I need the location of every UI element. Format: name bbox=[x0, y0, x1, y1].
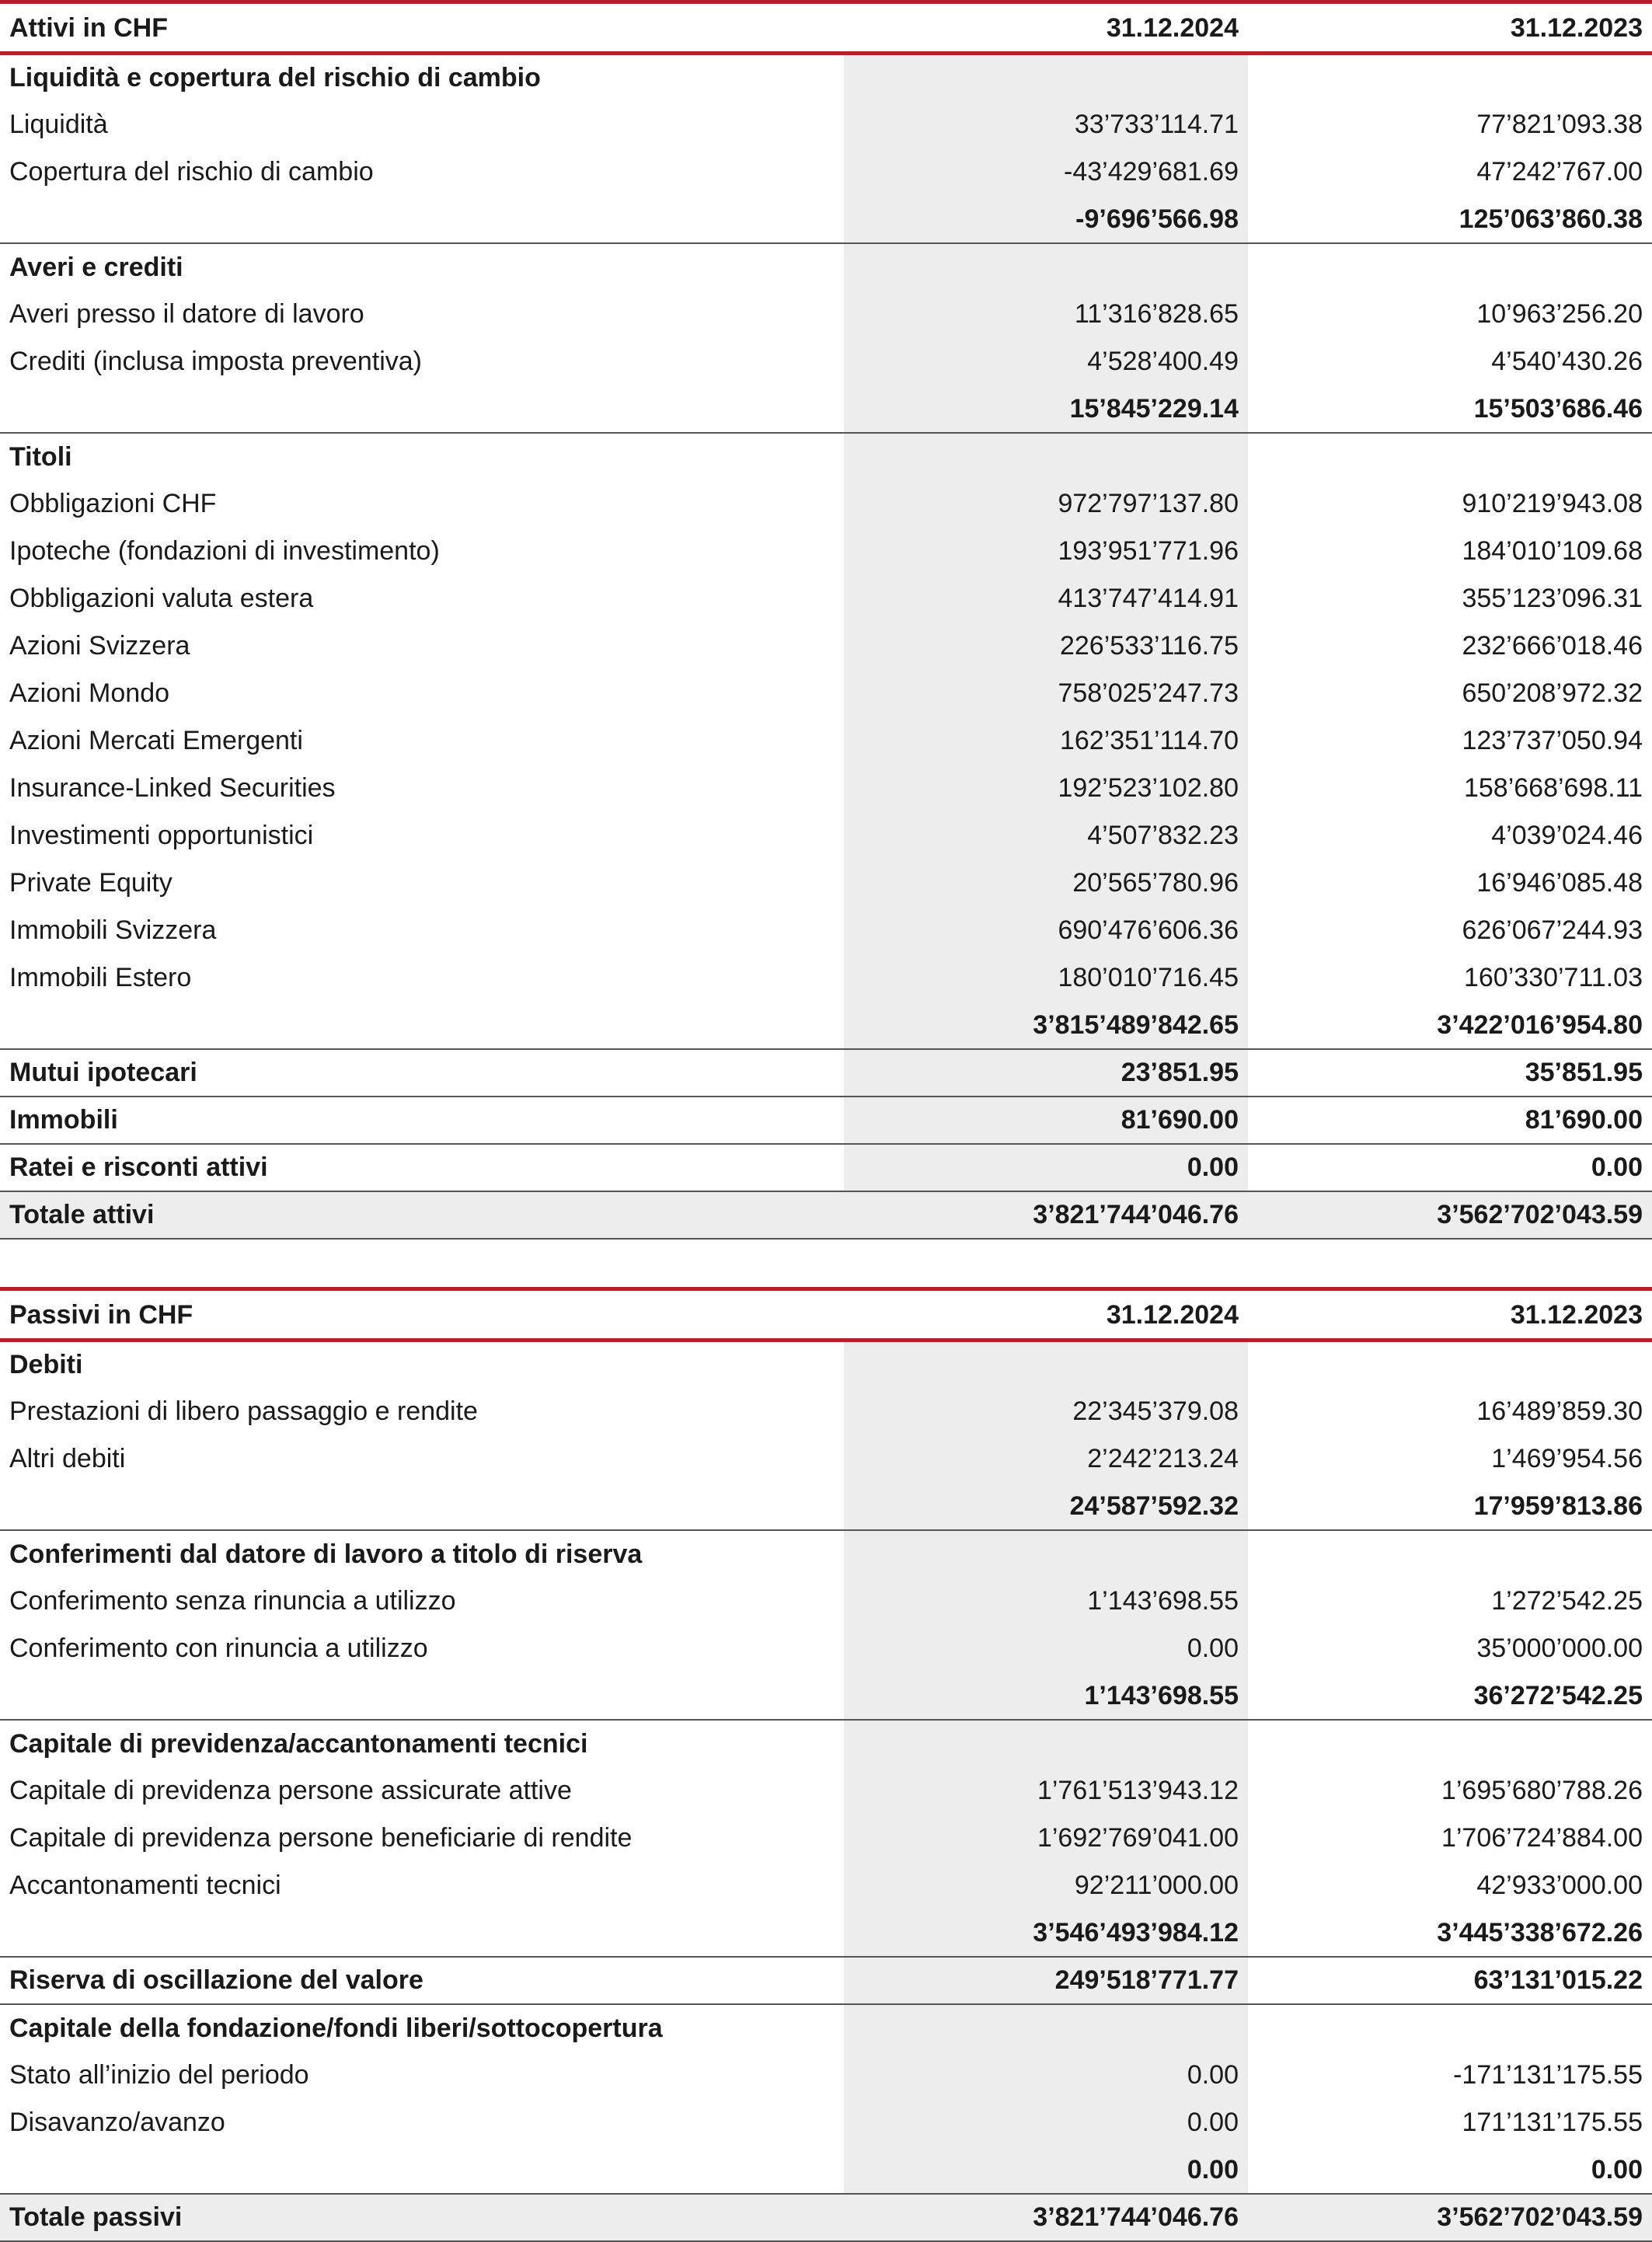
value-2023: 63’131’015.22 bbox=[1248, 1957, 1652, 2004]
row-label: Obbligazioni valuta estera bbox=[9, 584, 314, 613]
liabilities-header-2024: 31.12.2024 bbox=[844, 1289, 1248, 1341]
assets-row-subtotal bbox=[0, 1002, 1652, 1049]
row-label: Immobili bbox=[0, 1097, 844, 1144]
row-label: Liquidità bbox=[9, 110, 108, 139]
row-label: Riserva di oscillazione del valore bbox=[0, 1957, 844, 2004]
value-2024: 413’747’414.91 bbox=[844, 575, 1248, 622]
value-2024: 162’351’114.70 bbox=[844, 717, 1248, 765]
row-label: Conferimento senza rinuncia a utilizzo bbox=[9, 1586, 456, 1616]
liabilities-row-line bbox=[0, 1957, 1652, 2004]
row-label bbox=[0, 1909, 844, 1957]
value-2023: 77’821’093.38 bbox=[1476, 110, 1643, 139]
value-2023 bbox=[1248, 1530, 1652, 1578]
row-label: Disavanzo/avanzo bbox=[9, 2108, 225, 2137]
value-2024: 1’143’698.55 bbox=[844, 1578, 1248, 1625]
assets-row-item bbox=[0, 717, 1652, 765]
row-label: Conferimento con rinuncia a utilizzo bbox=[9, 1634, 428, 1663]
value-2024: 226’533’116.75 bbox=[844, 622, 1248, 670]
value-2024: 11’316’828.65 bbox=[844, 291, 1248, 338]
row-label: Totale attivi bbox=[0, 1191, 844, 1239]
value-2023: 1’695’680’788.26 bbox=[1441, 1776, 1643, 1805]
value-2023: -171’131’175.55 bbox=[1453, 2060, 1643, 2090]
liabilities-row-item bbox=[0, 2052, 1652, 2099]
value-2024: 81’690.00 bbox=[844, 1097, 1248, 1144]
value-2024: 3’821’744’046.76 bbox=[844, 2194, 1248, 2241]
value-2024: 249’518’771.77 bbox=[844, 1957, 1248, 2004]
value-2024: 20’565’780.96 bbox=[844, 859, 1248, 907]
value-2024: 192’523’102.80 bbox=[844, 765, 1248, 812]
value-2023: 81’690.00 bbox=[1248, 1097, 1652, 1144]
row-label: Azioni Mercati Emergenti bbox=[9, 726, 303, 755]
assets-row-item bbox=[0, 338, 1652, 385]
assets-row-item bbox=[0, 480, 1652, 528]
value-2024 bbox=[844, 1341, 1248, 1388]
liabilities-row-total bbox=[0, 2194, 1652, 2241]
liabilities-row-item bbox=[0, 1435, 1652, 1483]
liabilities-header-row bbox=[0, 1289, 1652, 1341]
value-2024 bbox=[844, 243, 1248, 291]
assets-row-total bbox=[0, 1191, 1652, 1239]
liabilities-row-subtotal bbox=[0, 1909, 1652, 1957]
value-2023: 36’272’542.25 bbox=[1248, 1672, 1652, 1720]
value-2023: 10’963’256.20 bbox=[1476, 299, 1643, 329]
assets-row-item bbox=[0, 954, 1652, 1002]
row-label: Immobili Svizzera bbox=[9, 915, 217, 945]
row-label bbox=[0, 2146, 844, 2194]
value-2023: 35’851.95 bbox=[1248, 1049, 1652, 1097]
row-label: Copertura del rischio di cambio bbox=[9, 157, 374, 187]
assets-row-item bbox=[0, 101, 1652, 148]
value-2024: 2’242’213.24 bbox=[844, 1435, 1248, 1483]
value-2024 bbox=[844, 54, 1248, 101]
value-2023: 355’123’096.31 bbox=[1462, 584, 1643, 613]
liabilities-row-section bbox=[0, 1341, 1652, 1388]
value-2023 bbox=[1248, 54, 1652, 101]
value-2024: 22’345’379.08 bbox=[844, 1388, 1248, 1435]
value-2023: 125’063’860.38 bbox=[1248, 196, 1652, 243]
row-label: Azioni Mondo bbox=[9, 678, 170, 708]
assets-row-item bbox=[0, 575, 1652, 622]
value-2023: 626’067’244.93 bbox=[1462, 915, 1643, 945]
value-2023: 1’706’724’884.00 bbox=[1441, 1823, 1643, 1853]
row-label: Capitale di previdenza persone assicurate attive bbox=[9, 1776, 572, 1805]
row-label: Obbligazioni CHF bbox=[9, 489, 217, 518]
liabilities-row-subtotal bbox=[0, 1672, 1652, 1720]
value-2024: 758’025’247.73 bbox=[844, 670, 1248, 717]
assets-row-subtotal bbox=[0, 196, 1652, 243]
row-label: Capitale di previdenza/accantonamenti tecnici bbox=[9, 1728, 588, 1759]
row-label bbox=[0, 1483, 844, 1530]
liabilities-row-subtotal bbox=[0, 1483, 1652, 1530]
row-label: Capitale di previdenza persone beneficiarie di rendite bbox=[9, 1823, 633, 1853]
liabilities-row-item bbox=[0, 1767, 1652, 1815]
value-2024: 4’528’400.49 bbox=[844, 338, 1248, 385]
row-label: Mutui ipotecari bbox=[0, 1049, 844, 1097]
value-2024: 0.00 bbox=[844, 1625, 1248, 1672]
liabilities-row-section bbox=[0, 2004, 1652, 2052]
assets-row-section bbox=[0, 243, 1652, 291]
value-2023 bbox=[1248, 433, 1652, 480]
assets-row-line bbox=[0, 1049, 1652, 1097]
value-2023: 184’010’109.68 bbox=[1462, 536, 1643, 566]
value-2024 bbox=[844, 2004, 1248, 2052]
assets-row-item bbox=[0, 859, 1652, 907]
row-label: Debiti bbox=[9, 1350, 83, 1380]
assets-row-item bbox=[0, 528, 1652, 575]
value-2023: 3’445’338’672.26 bbox=[1248, 1909, 1652, 1957]
liabilities-table bbox=[0, 1287, 1652, 2242]
value-2023: 0.00 bbox=[1248, 2146, 1652, 2194]
value-2023: 42’933’000.00 bbox=[1476, 1871, 1643, 1900]
row-label: Prestazioni di libero passaggio e rendite bbox=[9, 1396, 478, 1426]
assets-row-section bbox=[0, 54, 1652, 101]
value-2024: 1’692’769’041.00 bbox=[844, 1815, 1248, 1862]
value-2024: 0.00 bbox=[844, 1144, 1248, 1191]
liabilities-row-subtotal bbox=[0, 2146, 1652, 2194]
assets-header-row bbox=[0, 2, 1652, 54]
value-2023: 15’503’686.46 bbox=[1248, 385, 1652, 433]
value-2023: 3’562’702’043.59 bbox=[1248, 1191, 1652, 1239]
liabilities-row-item bbox=[0, 1815, 1652, 1862]
assets-header-2024: 31.12.2024 bbox=[844, 2, 1248, 54]
value-2023 bbox=[1248, 243, 1652, 291]
value-2023: 171’131’175.55 bbox=[1462, 2108, 1643, 2137]
value-2024: 0.00 bbox=[844, 2146, 1248, 2194]
value-2024: 24’587’592.32 bbox=[844, 1483, 1248, 1530]
assets-row-line bbox=[0, 1097, 1652, 1144]
value-2024: 1’761’513’943.12 bbox=[844, 1767, 1248, 1815]
value-2023: 232’666’018.46 bbox=[1462, 631, 1643, 661]
liabilities-row-section bbox=[0, 1530, 1652, 1578]
assets-row-item bbox=[0, 670, 1652, 717]
value-2023: 16’489’859.30 bbox=[1476, 1396, 1643, 1426]
row-label: Investimenti opportunistici bbox=[9, 821, 314, 850]
value-2023: 650’208’972.32 bbox=[1462, 678, 1643, 708]
liabilities-body bbox=[0, 1341, 1652, 2241]
value-2023: 123’737’050.94 bbox=[1462, 726, 1643, 755]
assets-row-line bbox=[0, 1144, 1652, 1191]
value-2023: 4’540’430.26 bbox=[1491, 347, 1643, 376]
row-label: Averi presso il datore di lavoro bbox=[9, 299, 364, 329]
assets-row-item bbox=[0, 765, 1652, 812]
row-label: Averi e crediti bbox=[9, 252, 183, 282]
value-2024: 193’951’771.96 bbox=[844, 528, 1248, 575]
value-2024: 972’797’137.80 bbox=[844, 480, 1248, 528]
value-2023: 1’469’954.56 bbox=[1491, 1444, 1643, 1473]
value-2023: 4’039’024.46 bbox=[1491, 821, 1643, 850]
row-label: Private Equity bbox=[9, 868, 173, 898]
assets-row-item bbox=[0, 291, 1652, 338]
assets-row-subtotal bbox=[0, 385, 1652, 433]
liabilities-header-label: Passivi in CHF bbox=[0, 1289, 844, 1341]
row-label: Altri debiti bbox=[9, 1444, 126, 1473]
row-label: Conferimenti dal datore di lavoro a titolo di riserva bbox=[9, 1539, 643, 1569]
assets-body bbox=[0, 54, 1652, 1239]
row-label bbox=[0, 1672, 844, 1720]
value-2024: -9’696’566.98 bbox=[844, 196, 1248, 243]
value-2024: 92’211’000.00 bbox=[844, 1862, 1248, 1909]
value-2024: 33’733’114.71 bbox=[844, 101, 1248, 148]
value-2024: 3’546’493’984.12 bbox=[844, 1909, 1248, 1957]
row-label: Ipoteche (fondazioni di investimento) bbox=[9, 536, 440, 566]
assets-row-item bbox=[0, 812, 1652, 859]
assets-header-label: Attivi in CHF bbox=[0, 2, 844, 54]
liabilities-row-item bbox=[0, 2099, 1652, 2146]
value-2023: 1’272’542.25 bbox=[1491, 1586, 1643, 1616]
row-label: Insurance-Linked Securities bbox=[9, 773, 336, 803]
value-2024 bbox=[844, 1530, 1248, 1578]
row-label: Azioni Svizzera bbox=[9, 631, 190, 661]
liabilities-row-item bbox=[0, 1625, 1652, 1672]
value-2024: 0.00 bbox=[844, 2052, 1248, 2099]
value-2023: 47’242’767.00 bbox=[1476, 157, 1643, 187]
value-2024: 0.00 bbox=[844, 2099, 1248, 2146]
row-label: Titoli bbox=[9, 441, 72, 472]
assets-row-item bbox=[0, 622, 1652, 670]
value-2024 bbox=[844, 433, 1248, 480]
value-2024: 690’476’606.36 bbox=[844, 907, 1248, 954]
value-2023: 35’000’000.00 bbox=[1476, 1634, 1643, 1663]
assets-row-item bbox=[0, 148, 1652, 196]
row-label: Liquidità e copertura del rischio di cambio bbox=[9, 63, 541, 93]
value-2023: 160’330’711.03 bbox=[1463, 963, 1643, 992]
value-2024: -43’429’681.69 bbox=[844, 148, 1248, 196]
value-2023: 158’668’698.11 bbox=[1463, 773, 1643, 803]
value-2023 bbox=[1248, 2004, 1652, 2052]
value-2024: 1’143’698.55 bbox=[844, 1672, 1248, 1720]
value-2023: 17’959’813.86 bbox=[1248, 1483, 1652, 1530]
value-2023: 16’946’085.48 bbox=[1476, 868, 1643, 898]
liabilities-row-item bbox=[0, 1578, 1652, 1625]
row-label: Crediti (inclusa imposta preventiva) bbox=[9, 347, 422, 376]
value-2024: 15’845’229.14 bbox=[844, 385, 1248, 433]
value-2023: 0.00 bbox=[1248, 1144, 1652, 1191]
liabilities-header-2023: 31.12.2023 bbox=[1248, 1289, 1652, 1341]
row-label: Totale passivi bbox=[0, 2194, 844, 2241]
value-2023: 910’219’943.08 bbox=[1462, 489, 1643, 518]
value-2024: 4’507’832.23 bbox=[844, 812, 1248, 859]
liabilities-row-item bbox=[0, 1862, 1652, 1909]
value-2023 bbox=[1248, 1720, 1652, 1767]
row-label: Capitale della fondazione/fondi liberi/sottocopertura bbox=[9, 2013, 663, 2043]
value-2023: 3’562’702’043.59 bbox=[1248, 2194, 1652, 2241]
row-label: Immobili Estero bbox=[9, 963, 192, 992]
row-label bbox=[0, 196, 844, 243]
value-2024: 23’851.95 bbox=[844, 1049, 1248, 1097]
row-label: Accantonamenti tecnici bbox=[9, 1871, 281, 1900]
liabilities-row-item bbox=[0, 1388, 1652, 1435]
value-2024: 180’010’716.45 bbox=[844, 954, 1248, 1002]
liabilities-row-section bbox=[0, 1720, 1652, 1767]
assets-row-section bbox=[0, 433, 1652, 480]
row-label: Stato all’inizio del periodo bbox=[9, 2060, 309, 2090]
value-2023 bbox=[1248, 1341, 1652, 1388]
assets-header-2023: 31.12.2023 bbox=[1248, 2, 1652, 54]
value-2024: 3’815’489’842.65 bbox=[844, 1002, 1248, 1049]
assets-row-item bbox=[0, 907, 1652, 954]
value-2024 bbox=[844, 1720, 1248, 1767]
row-label bbox=[0, 385, 844, 433]
value-2023: 3’422’016’954.80 bbox=[1248, 1002, 1652, 1049]
value-2024: 3’821’744’046.76 bbox=[844, 1191, 1248, 1239]
row-label: Ratei e risconti attivi bbox=[0, 1144, 844, 1191]
row-label bbox=[0, 1002, 844, 1049]
